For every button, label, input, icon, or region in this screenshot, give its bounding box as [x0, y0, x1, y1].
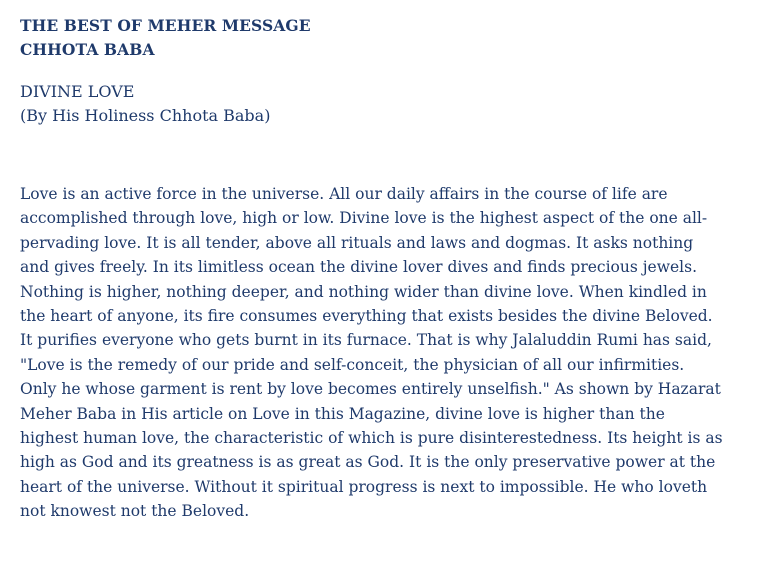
- article-byline: (By His Holiness Chhota Baba): [20, 106, 271, 125]
- body-line: and gives freely. In its limitless ocean the divine lover dives and finds precious jewels.: [20, 258, 697, 277]
- body-line: accomplished through love, high or low. Divine love is the highest aspect of the one all-: [20, 209, 708, 228]
- body-line: heart of the universe. Without it spiritual progress is next to impossible. He who loveth: [20, 477, 708, 496]
- masthead: [20, 14, 772, 62]
- body-line: not knowest not the Beloved.: [20, 502, 250, 521]
- body-line: highest human love, the characteristic of which is pure disinterestedness. Its height is as: [20, 429, 723, 448]
- article-body: [20, 182, 772, 524]
- article-header: [20, 80, 772, 128]
- body-line: pervading love. It is all tender, above all rituals and laws and dogmas. It asks nothing: [20, 233, 694, 252]
- body-line: Love is an active force in the universe. All our daily affairs in the course of life are: [20, 185, 668, 203]
- body-line: the heart of anyone, its fire consumes everything that exists besides the divine Beloved.: [20, 307, 713, 326]
- body-line: high as God and its greatness is as great as God. It is the only preservative power at the: [20, 453, 716, 472]
- body-line: Only he whose garment is rent by love becomes entirely unselfish." As shown by Hazarat: [20, 380, 721, 399]
- body-line: "Love is the remedy of our pride and self-conceit, the physician of all our infirmities.: [20, 355, 685, 374]
- body-line: Meher Baba in His article on Love in this Magazine, divine love is higher than the: [20, 404, 665, 423]
- body-line: Nothing is higher, nothing deeper, and nothing wider than divine love. When kindled in: [20, 282, 707, 301]
- document-page: [20, 14, 772, 524]
- publication-title: THE BEST OF MEHER MESSAGE: [20, 16, 311, 35]
- article-title: DIVINE LOVE: [20, 82, 135, 101]
- body-line: It purifies everyone who gets burnt in its furnace. That is why Jalaluddin Rumi has said,: [20, 331, 712, 350]
- publication-subtitle: CHHOTA BABA: [20, 40, 155, 59]
